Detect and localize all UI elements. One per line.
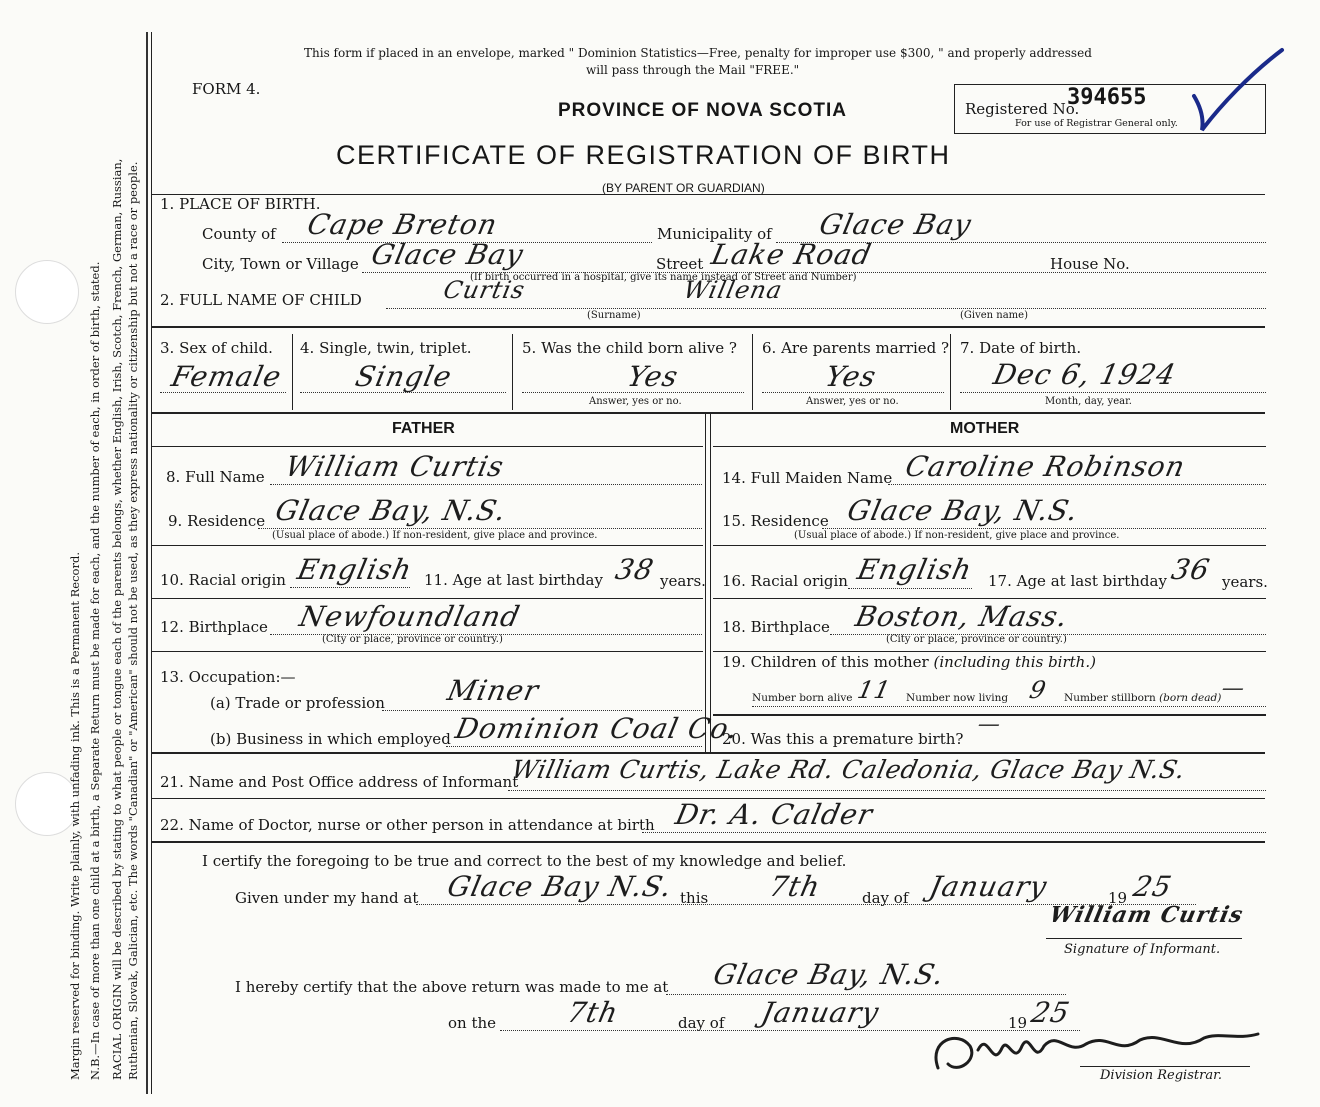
mother-residence-label: 15. Residence: [722, 512, 829, 530]
child-name-line: [386, 308, 1266, 309]
rule-f3: [152, 651, 703, 652]
father-residence-caption: (Usual place of abode.) If non-resident, give place and province.: [272, 530, 598, 541]
municipality-label: Municipality of: [657, 225, 772, 243]
certification-year-value: 25: [1130, 870, 1176, 903]
mother-name-line: [888, 484, 1266, 485]
margin-nb-note: N.B.—In case of more than one child at a birth, a Separate Return must be made for each, and the number of each, in order of birth, stated.: [88, 261, 102, 1080]
single-value: Single: [352, 360, 456, 393]
mother-birthplace-value: Boston, Mass.: [852, 600, 1072, 633]
rule-m3: [713, 651, 1266, 652]
father-trade-label: (a) Trade or profession: [210, 694, 385, 712]
mother-racial-line: [848, 588, 972, 589]
binding-hole-top: [15, 260, 79, 324]
married-label: 6. Are parents married ?: [762, 339, 950, 357]
mother-residence-caption: (Usual place of abode.) If non-resident, give place and province.: [794, 530, 1120, 541]
mother-name-value: Caroline Robinson: [902, 450, 1189, 483]
registrar-place-line: [666, 994, 1066, 995]
mother-children-label-text: 19. Children of this mother: [722, 653, 929, 671]
mother-birthplace-caption: (City or place, province or country.): [886, 634, 1067, 645]
doctor-value: Dr. A. Calder: [672, 798, 877, 831]
father-racial-line: [290, 587, 410, 588]
mother-name-label: 14. Full Maiden Name: [722, 469, 893, 487]
dob-value: Dec 6, 1924: [990, 358, 1179, 391]
certification-day-of-label: day of: [862, 889, 909, 907]
registrar-note: For use of Registrar General only.: [1015, 118, 1178, 129]
child-name-label: 2. FULL NAME OF CHILD: [160, 291, 362, 309]
registrar-signature-caption: Division Registrar.: [1100, 1068, 1222, 1083]
mother-children-label: [722, 653, 1096, 671]
dob-line: [960, 392, 1266, 393]
mother-heading: MOTHER: [950, 420, 1020, 437]
father-birthplace-label: 12. Birthplace: [160, 618, 268, 636]
rule-f1: [152, 545, 703, 546]
mother-alive-label: Number born alive: [752, 692, 853, 704]
registrar-place-value: Glace Bay, N.S.: [710, 958, 948, 991]
rule-m2: [713, 598, 1266, 599]
premature-label: 20. Was this a premature birth?: [722, 730, 964, 748]
rule-6: [152, 841, 1265, 843]
mother-children-note: (including this birth.): [933, 653, 1096, 671]
given-place-value: Glace Bay N.S.: [444, 870, 676, 903]
father-age-value: 38: [612, 553, 658, 586]
father-residence-value: Glace Bay, N.S.: [272, 494, 510, 527]
municipality-value: Glace Bay: [816, 208, 975, 241]
registered-number: 394655: [1067, 85, 1147, 110]
dob-label: 7. Date of birth.: [960, 339, 1082, 357]
sex-line: [160, 392, 286, 393]
registered-label: Registered No.: [965, 100, 1080, 118]
married-line: [762, 392, 944, 393]
rule-4: [152, 752, 1265, 754]
street-value: Lake Road: [708, 238, 875, 271]
city-label: City, Town or Village: [202, 255, 359, 273]
mother-racial-value: English: [854, 553, 976, 586]
margin-rule: [146, 32, 148, 1094]
hospital-note: (If birth occurred in a hospital, give its name instead of Street and Number): [470, 272, 857, 283]
check-mark-icon: [1180, 46, 1290, 136]
divider-4-5: [512, 334, 513, 410]
certify-statement: I certify the foregoing to be true and correct to the best of my knowledge and belief.: [202, 852, 847, 870]
registrar-day-value: 7th: [564, 996, 622, 1029]
child-surname-value: Curtis: [441, 276, 528, 304]
father-racial-label: 10. Racial origin: [160, 571, 286, 589]
rule-father-head: [152, 446, 703, 447]
premature-value: —: [975, 712, 1004, 737]
rule-3: [152, 412, 1265, 414]
born-alive-line: [522, 392, 744, 393]
registrar-signature: [918, 1010, 1278, 1084]
margin-binding-note: Margin reserved for binding. Write plainly, with unfading ink. This is a Permanent Record.: [68, 552, 82, 1080]
father-birthplace-value: Newfoundland: [296, 600, 524, 633]
divider-5-6: [752, 334, 753, 410]
certification-year-prefix: 19: [1108, 889, 1128, 907]
mother-years-label: years.: [1222, 573, 1268, 591]
informant-value: William Curtis, Lake Rd. Caledonia, Glace Bay N.S.: [508, 755, 1189, 784]
street-label: Street: [656, 255, 704, 273]
dob-caption: Month, day, year.: [1045, 396, 1132, 407]
city-value: Glace Bay: [368, 238, 527, 271]
father-heading: FATHER: [392, 420, 455, 437]
form-number: FORM 4.: [192, 80, 261, 98]
mother-living-value: 9: [1027, 676, 1050, 704]
mother-children-line: [752, 706, 1266, 707]
registrar-day-of-label: day of: [678, 1014, 725, 1032]
registrar-year-value: 25: [1028, 996, 1074, 1029]
single-label: 4. Single, twin, triplet.: [300, 339, 472, 357]
father-residence-label: 9. Residence: [168, 512, 266, 530]
certificate-subtitle: (BY PARENT OR GUARDIAN): [602, 181, 765, 195]
informant-line: [508, 790, 1266, 791]
divider-3-4: [292, 334, 293, 410]
sex-value: Female: [168, 360, 285, 393]
mother-stillborn-label: [1064, 692, 1221, 704]
mother-stillborn-note: (born dead): [1159, 692, 1222, 704]
county-label: County of: [202, 225, 276, 243]
margin-rule-2: [151, 32, 152, 1094]
registrar-on-the: on the: [448, 1014, 497, 1032]
mail-notice-line-1: This form if placed in an envelope, marked " Dominion Statistics—Free, penalty for improper use $300, " and properly addressed: [304, 46, 1092, 60]
father-business-label: (b) Business in which employed: [210, 730, 451, 748]
rule-mother-head: [713, 446, 1266, 447]
father-age-label: 11. Age at last birthday: [424, 571, 603, 589]
registrar-statement: I hereby certify that the above return was made to me at: [235, 978, 669, 996]
single-line: [300, 392, 506, 393]
born-alive-caption: Answer, yes or no.: [589, 396, 682, 407]
mother-birthplace-label: 18. Birthplace: [722, 618, 830, 636]
mother-residence-value: Glace Bay, N.S.: [844, 494, 1082, 527]
margin-racial-note-1: RACIAL ORIGIN will be described by stating to what people or tongue each of the parents belongs, whether English, Irish, Scotch, French, German, Russian,: [110, 158, 124, 1080]
sex-label: 3. Sex of child.: [160, 339, 273, 357]
born-alive-label: 5. Was the child born alive ?: [522, 339, 737, 357]
rule-m1: [713, 545, 1266, 546]
father-name-value: William Curtis: [282, 450, 508, 483]
mother-alive-value: 11: [855, 676, 894, 704]
surname-caption: (Surname): [587, 310, 641, 321]
certification-month-value: January: [926, 870, 1051, 903]
given-under-hand-label: Given under my hand at: [235, 889, 419, 907]
mother-stillborn-value: —: [1219, 676, 1248, 701]
registrar-year-prefix: 19: [1008, 1014, 1028, 1032]
mother-residence-line: [822, 528, 1266, 529]
mother-living-label: Number now living: [906, 692, 1009, 704]
given-caption: (Given name): [960, 310, 1028, 321]
father-occupation-label: 13. Occupation:—: [160, 668, 296, 686]
born-alive-value: Yes: [624, 360, 682, 393]
county-value: Cape Breton: [304, 208, 501, 241]
certificate-title: CERTIFICATE OF REGISTRATION OF BIRTH: [336, 140, 951, 170]
divider-6-7: [950, 334, 951, 410]
province-title: PROVINCE OF NOVA SCOTIA: [558, 100, 848, 121]
father-years-label: years.: [660, 572, 706, 590]
rule-f2: [152, 598, 703, 599]
doctor-label: 22. Name of Doctor, nurse or other person in attendance at birth: [160, 816, 655, 834]
informant-signature-line: [1046, 938, 1242, 939]
mother-age-value: 36: [1168, 553, 1214, 586]
father-name-label: 8. Full Name: [166, 468, 265, 486]
father-birthplace-caption: (City or place, province or country.): [322, 634, 503, 645]
father-trade-value: Miner: [444, 674, 543, 707]
informant-signature: William Curtis: [1047, 902, 1246, 928]
father-trade-line: [382, 710, 702, 711]
father-name-line: [270, 484, 702, 485]
registrar-month-value: January: [758, 996, 883, 1029]
registrar-signature-line: [1080, 1066, 1250, 1067]
margin-racial-note-2: Ruthenian, Slovak, Galician, etc. The words "Canadian" or "American" should not be used, as they express nationality or citizenship but not a race or people.: [126, 161, 140, 1080]
informant-signature-caption: Signature of Informant.: [1064, 942, 1221, 957]
mother-racial-label: 16. Racial origin: [722, 572, 848, 590]
father-business-value: Dominion Coal Co.: [452, 712, 742, 745]
married-value: Yes: [822, 360, 880, 393]
child-given-value: Willena: [681, 276, 786, 304]
father-residence-line: [258, 528, 702, 529]
house-label: House No.: [1050, 255, 1130, 273]
mail-notice-line-2: will pass through the Mail "FREE.": [586, 63, 800, 77]
father-racial-value: English: [294, 553, 416, 586]
mother-stillborn-label-text: Number stillborn: [1064, 692, 1156, 704]
place-of-birth-heading: 1. PLACE OF BIRTH.: [160, 195, 321, 213]
married-caption: Answer, yes or no.: [806, 396, 899, 407]
father-business-line: [446, 746, 702, 747]
parent-divider-2: [710, 414, 711, 752]
certification-day-value: 7th: [766, 870, 824, 903]
informant-label: 21. Name and Post Office address of Informant: [160, 773, 519, 791]
rule-2: [152, 326, 1265, 328]
this-label: this: [680, 889, 709, 907]
mother-age-label: 17. Age at last birthday: [988, 572, 1167, 590]
doctor-line: [642, 832, 1266, 833]
